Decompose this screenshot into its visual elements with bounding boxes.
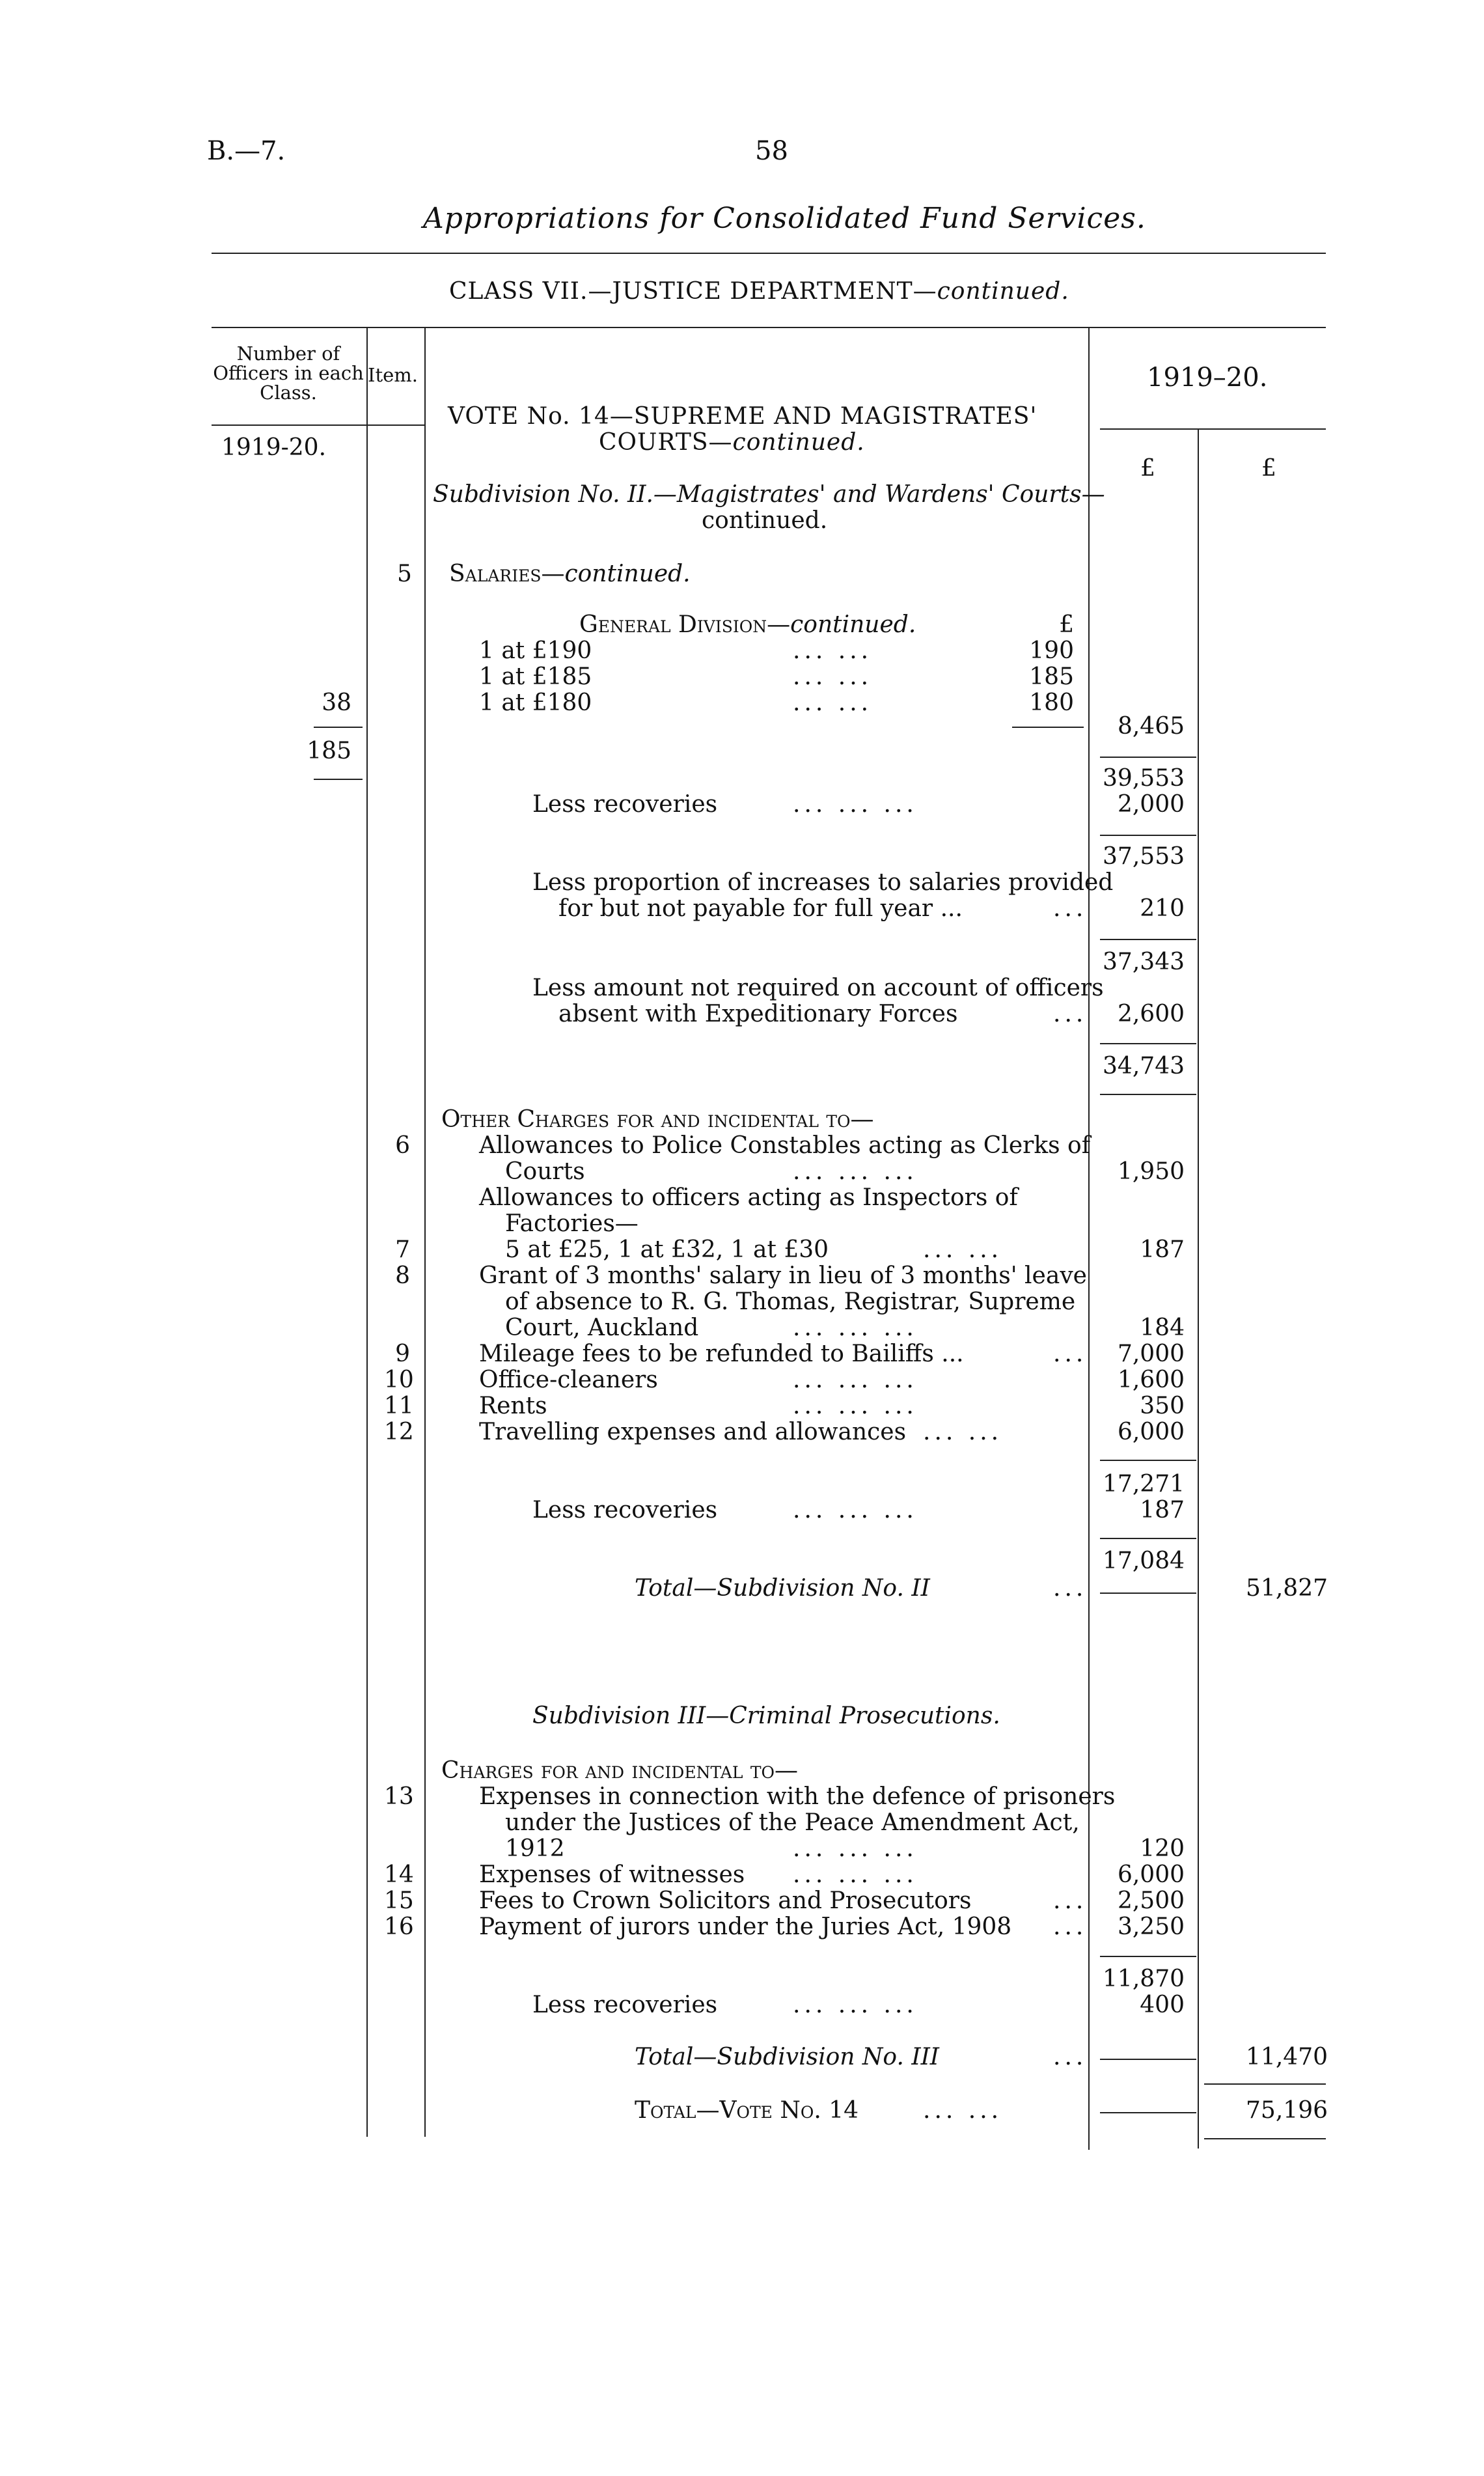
leader-dots: ... ... — [793, 689, 873, 716]
pound-sign-salaries: £ — [1059, 611, 1074, 638]
officers-heading-line: Class. — [260, 382, 317, 404]
item-number: 8 — [395, 1262, 410, 1289]
salary-row-amount: 180 — [1029, 689, 1074, 716]
other-charges-gross: 17,271 — [1103, 1471, 1185, 1497]
subdivision-iii-gross: 11,870 — [1103, 1966, 1185, 1992]
general-division-heading — [579, 612, 916, 638]
amount-year-heading: 1919–20. — [1147, 363, 1268, 393]
charge-amount: 1,600 — [1117, 1367, 1185, 1393]
subtotal-rule — [1100, 1460, 1196, 1461]
item-number: 14 — [384, 1861, 414, 1888]
leader-dots: ... ... ... — [793, 1992, 918, 2018]
charge-amount: 2,500 — [1117, 1887, 1185, 1914]
subdivision-ii-continued: continued. — [702, 507, 828, 534]
subdivision-iii-heading: Subdivision III—Criminal Prosecutions. — [532, 1703, 1000, 1729]
leader-dots: ... ... — [793, 663, 873, 690]
item-column-rule — [424, 327, 426, 2137]
charge-line: Expenses of witnesses — [479, 1861, 745, 1888]
less-recoveries-label: Less recoveries — [532, 1497, 718, 1523]
other-charges-recoveries: 187 — [1140, 1497, 1185, 1523]
charge-line: Factories— — [505, 1210, 639, 1237]
subdivision-ii-total-label: Total—Subdivision No. II — [635, 1575, 930, 1602]
salaries-label: Salaries— — [449, 561, 565, 587]
charge-line: Fees to Crown Solicitors and Prosecutors — [479, 1887, 972, 1914]
amount-column-rule — [1088, 327, 1090, 2150]
vote-total-label: Total—Vote No. 14 — [635, 2097, 859, 2124]
leader-dots: ... ... ... — [793, 1367, 918, 1393]
proportion-amount: 210 — [1140, 895, 1185, 922]
class-heading-continued: continued. — [937, 278, 1069, 305]
vote-title-line2 — [599, 430, 865, 456]
less-proportion-line2: for but not payable for full year ... — [558, 895, 963, 922]
subtotal-rule — [1100, 1043, 1196, 1044]
less-recoveries-label: Less recoveries — [532, 1992, 718, 2018]
leader-dots: ... ... ... — [793, 1497, 918, 1523]
salaries-continued: continued. — [564, 561, 691, 587]
less-recoveries-label: Less recoveries — [532, 791, 718, 818]
subtotal-rule — [1100, 1094, 1196, 1095]
subtotal-rule — [1100, 2059, 1196, 2060]
salaries-gross: 39,553 — [1103, 765, 1185, 792]
subdivision-iii-total: 11,470 — [1246, 2044, 1328, 2070]
charge-amount: 6,000 — [1117, 1419, 1185, 1445]
grand-total-rule — [1204, 2138, 1326, 2139]
pound-sign-total: £ — [1261, 455, 1276, 482]
salaries-net: 34,743 — [1103, 1053, 1185, 1079]
salaries-heading — [449, 561, 691, 587]
subtotal-rule — [1100, 757, 1196, 758]
vote-title-main: COURTS— — [599, 429, 733, 456]
leader-dots: ... ... ... — [793, 1315, 918, 1341]
charge-line: 5 at £25, 1 at £32, 1 at £30 — [505, 1236, 829, 1263]
salary-row-label: 1 at £185 — [479, 663, 592, 690]
charge-amount: 184 — [1140, 1315, 1185, 1341]
subtotal-rule — [1100, 835, 1196, 836]
officers-total-rule — [314, 779, 363, 780]
salaries-sum: 8,465 — [1117, 713, 1185, 740]
vote-title: VOTE No. 14—SUPREME AND MAGISTRATES' — [448, 403, 1037, 430]
leader-dots: ... ... ... — [793, 791, 918, 818]
officers-year: 1919-20. — [221, 434, 327, 461]
total-column-rule — [1198, 430, 1199, 2149]
officers-heading-line: Officers in each — [213, 362, 364, 384]
salary-row-amount: 190 — [1029, 637, 1074, 664]
document-reference: B.—7. — [207, 136, 286, 166]
page-number: 58 — [755, 136, 788, 166]
salary-sum-rule — [1012, 727, 1084, 728]
vote-total: 75,196 — [1246, 2097, 1328, 2124]
after-recoveries: 37,553 — [1103, 843, 1185, 870]
item-number: 12 — [384, 1419, 414, 1445]
leader-dots: ... ... — [923, 1419, 1003, 1445]
leader-dots: ... ... ... — [793, 1393, 918, 1419]
item-number: 15 — [384, 1887, 414, 1914]
officers-count: 38 — [322, 689, 351, 716]
charge-amount: 7,000 — [1117, 1341, 1185, 1367]
charge-line: 1912 — [505, 1835, 565, 1862]
salary-row-amount: 185 — [1029, 663, 1074, 690]
vote-title-continued: continued. — [732, 429, 865, 456]
item-number: 7 — [395, 1236, 410, 1263]
title-rule — [212, 253, 1326, 254]
item-number: 6 — [395, 1132, 410, 1159]
leader-dots: ... ... ... — [793, 1158, 918, 1185]
charge-amount: 350 — [1140, 1393, 1185, 1419]
subtotal-rule — [1100, 939, 1196, 940]
item-number: 5 — [397, 561, 412, 587]
officers-total: 185 — [307, 738, 351, 764]
leader-dots: ... — [1053, 895, 1088, 922]
officers-column-heading — [212, 344, 365, 402]
subtotal-rule — [1100, 1593, 1196, 1594]
charge-amount: 6,000 — [1117, 1861, 1185, 1888]
item-number: 11 — [384, 1393, 414, 1419]
after-proportion: 37,343 — [1103, 949, 1185, 975]
charge-line: Court, Auckland — [505, 1315, 699, 1341]
subtotal-rule — [1100, 1538, 1196, 1539]
less-proportion-line1: Less proportion of increases to salaries provided — [532, 869, 1114, 896]
other-charges-heading: Other Charges for and incidental to— — [441, 1106, 874, 1133]
general-division-continued: continued. — [790, 611, 916, 638]
leader-dots: ... ... ... — [793, 1835, 918, 1862]
charge-line: of absence to R. G. Thomas, Registrar, Supreme — [505, 1288, 1076, 1315]
subdivision-iii-charges-heading: Charges for and incidental to— — [441, 1757, 799, 1784]
charge-line: Courts — [505, 1158, 585, 1185]
leader-dots: ... ... ... — [793, 1861, 918, 1888]
class-heading — [449, 279, 1069, 305]
absent-amount: 2,600 — [1117, 1001, 1185, 1027]
leader-dots: ... — [1053, 1001, 1088, 1027]
class-heading-main: CLASS VII.—JUSTICE DEPARTMENT— — [449, 278, 937, 305]
less-absent-line1: Less amount not required on account of officers — [532, 975, 1104, 1001]
charge-line: Rents — [479, 1393, 547, 1419]
officers-heading-line: Number of — [236, 342, 340, 365]
leader-dots: ... — [1053, 1913, 1088, 1940]
leader-dots: ... ... — [923, 1236, 1003, 1263]
charge-line: Travelling expenses and allowances — [479, 1419, 907, 1445]
leader-dots: ... — [1053, 1575, 1088, 1602]
table-top-rule — [212, 327, 1326, 328]
item-number: 16 — [384, 1913, 414, 1940]
other-charges-net: 17,084 — [1103, 1548, 1185, 1574]
subdivision-iii-recoveries: 400 — [1140, 1992, 1185, 2018]
charge-amount: 120 — [1140, 1835, 1185, 1862]
leader-dots: ... — [1053, 1887, 1088, 1914]
item-number: 13 — [384, 1783, 414, 1810]
charge-line: Allowances to officers acting as Inspectors of — [479, 1184, 1018, 1211]
subdivision-iii-total-label: Total—Subdivision No. III — [635, 2044, 940, 2070]
leader-dots: ... — [1053, 1341, 1088, 1367]
charge-amount: 3,250 — [1117, 1913, 1185, 1940]
charge-line: Payment of jurors under the Juries Act, 1908 — [479, 1913, 1012, 1940]
charge-line: Office-cleaners — [479, 1367, 658, 1393]
less-absent-line2: absent with Expeditionary Forces — [558, 1001, 958, 1027]
total-rule — [1204, 2083, 1326, 2085]
charge-line: Expenses in connection with the defence of prisoners — [479, 1783, 1116, 1810]
officers-sum-rule — [314, 727, 363, 728]
leader-dots: ... — [1053, 2044, 1088, 2070]
charge-amount: 1,950 — [1117, 1158, 1185, 1185]
officers-column-rule — [366, 327, 368, 2137]
salaries-recoveries: 2,000 — [1117, 791, 1185, 818]
charge-line: Allowances to Police Constables acting as Clerks of — [479, 1132, 1091, 1159]
salary-row-label: 1 at £180 — [479, 689, 592, 716]
subtotal-rule — [1100, 2112, 1196, 2113]
leader-dots: ... ... — [923, 2097, 1003, 2124]
amount-heading-rule — [1100, 428, 1326, 430]
charge-amount: 187 — [1140, 1236, 1185, 1263]
charge-line: Grant of 3 months' salary in lieu of 3 months' leave — [479, 1262, 1087, 1289]
subtotal-rule — [1100, 1956, 1196, 1957]
leader-dots: ... ... — [793, 637, 873, 664]
subdivision-ii-heading: Subdivision No. II.—Magistrates' and Wardens' Courts— — [433, 481, 1105, 508]
charge-line: Mileage fees to be refunded to Bailiffs ... — [479, 1341, 964, 1367]
general-division-label: General Division— — [579, 611, 791, 638]
officers-heading-rule — [212, 424, 424, 426]
charge-line: under the Justices of the Peace Amendment Act, — [505, 1809, 1080, 1836]
item-number: 10 — [384, 1367, 414, 1393]
item-column-heading: Item. — [368, 364, 418, 386]
page-title: Appropriations for Consolidated Fund Services. — [423, 202, 1146, 235]
subdivision-ii-total: 51,827 — [1246, 1575, 1328, 1602]
item-number: 9 — [395, 1341, 410, 1367]
salary-row-label: 1 at £190 — [479, 637, 592, 664]
pound-sign-subtotal: £ — [1140, 455, 1155, 482]
